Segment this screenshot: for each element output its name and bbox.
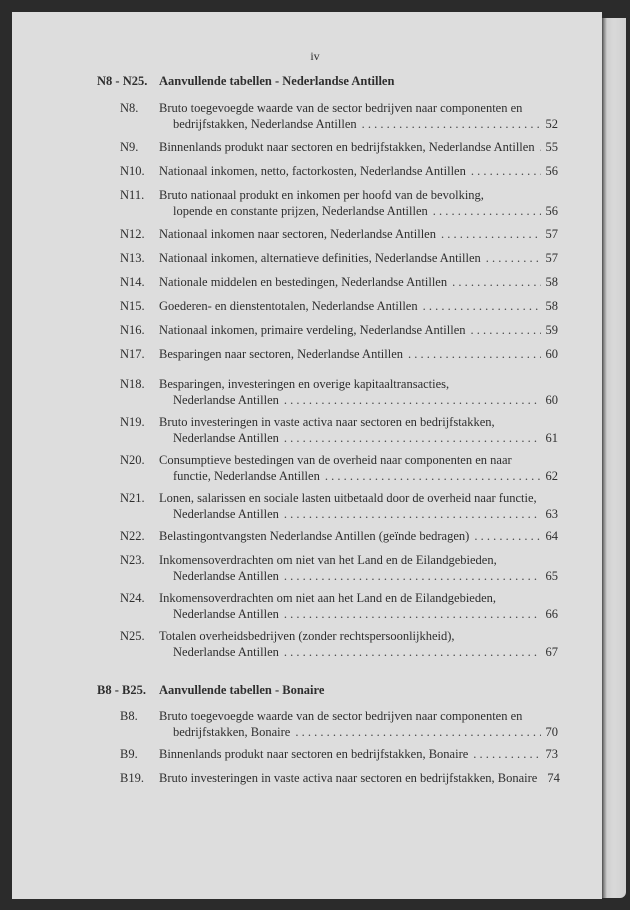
entry-number: B8. xyxy=(120,709,138,723)
entry-number: N23. xyxy=(120,553,145,567)
page-number: 61 xyxy=(545,431,558,445)
entry-title-line: Totalen overheidsbedrijven (zonder rechtspersoonlijkheid), xyxy=(159,629,455,643)
page-folio: iv xyxy=(310,49,320,63)
entry-number: N17. xyxy=(120,347,145,361)
entry-title: Goederen- en dienstentotalen, Nederlandse Antillen xyxy=(159,299,418,313)
page-number: 57 xyxy=(545,227,558,241)
entry-number: N16. xyxy=(120,323,145,337)
dot-leader xyxy=(295,724,540,740)
dot-leader xyxy=(473,746,540,762)
dot-leader xyxy=(474,528,540,544)
toc-entry xyxy=(120,376,558,408)
entry-number: N18. xyxy=(120,377,145,391)
entry-title: functie, Nederlandse Antillen xyxy=(173,469,320,483)
toc-entry xyxy=(120,746,558,762)
page-number: 57 xyxy=(545,251,558,265)
page-number: 67 xyxy=(545,645,558,659)
entry-title: Nationaal inkomen naar sectoren, Nederlandse Antillen xyxy=(159,227,436,241)
dot-leader xyxy=(471,322,541,338)
entry-number: N10. xyxy=(120,164,145,178)
entry-title-line: Bruto toegevoegde waarde van de sector bedrijven naar componenten en xyxy=(159,101,523,115)
toc-entry xyxy=(120,346,558,362)
entry-title-line: Bruto toegevoegde waarde van de sector bedrijven naar componenten en xyxy=(159,709,523,723)
entry-title: Binnenlands produkt naar sectoren en bedrijfstakken, Bonaire xyxy=(159,747,469,761)
entry-title-line: Besparingen, investeringen en overige kapitaaltransacties, xyxy=(159,377,450,391)
entry-number: B9. xyxy=(120,747,138,761)
page-number: 59 xyxy=(545,323,558,337)
section-heading xyxy=(97,74,394,89)
page-number: 74 xyxy=(547,771,560,785)
entry-title: Binnenlands produkt naar sectoren en bedrijfstakken, Nederlandse Antillen xyxy=(159,140,535,154)
page-number: 62 xyxy=(545,469,558,483)
toc-entry xyxy=(120,590,558,622)
entry-number: N13. xyxy=(120,251,145,265)
page-number: 52 xyxy=(545,117,558,131)
toc-entry xyxy=(120,528,558,544)
toc-entry xyxy=(120,708,558,740)
entry-title: Nederlandse Antillen xyxy=(173,569,279,583)
entry-title: Nationaal inkomen, primaire verdeling, Nederlandse Antillen xyxy=(159,323,466,337)
toc-entry xyxy=(120,100,558,132)
section-title: Aanvullende tabellen - Nederlandse Antillen xyxy=(159,74,395,88)
entry-title: Bruto investeringen in vaste activa naar sectoren en bedrijfstakken, Bonaire xyxy=(159,771,538,785)
toc-entry xyxy=(120,163,558,179)
toc-entry xyxy=(120,187,558,219)
entry-title-line: Bruto nationaal produkt en inkomen per hoofd van de bevolking, xyxy=(159,188,484,202)
dot-leader xyxy=(284,568,541,584)
entry-number: N21. xyxy=(120,491,145,505)
toc-entry xyxy=(120,274,558,290)
entry-title: Belastingontvangsten Nederlandse Antillen (geïnde bedragen) xyxy=(159,529,470,543)
entry-number: N20. xyxy=(120,453,145,467)
dot-leader xyxy=(441,226,541,242)
dot-leader xyxy=(423,298,541,314)
dot-leader xyxy=(540,139,541,155)
page-number: 73 xyxy=(545,747,558,761)
page-number: 63 xyxy=(545,507,558,521)
entry-title: Nederlandse Antillen xyxy=(173,507,279,521)
entry-number: B19. xyxy=(120,771,144,785)
toc-entry xyxy=(120,322,558,338)
dot-leader xyxy=(486,250,541,266)
page-number: 55 xyxy=(545,140,558,154)
section-code: B8 - B25. xyxy=(97,683,146,697)
page-number: 58 xyxy=(545,299,558,313)
entry-number: N12. xyxy=(120,227,145,241)
dot-leader xyxy=(433,203,541,219)
section-heading xyxy=(97,683,324,698)
entry-title-line: Lonen, salarissen en sociale lasten uitbetaald door de overheid naar functie, xyxy=(159,491,537,505)
toc-entry xyxy=(120,452,558,484)
entry-number: N19. xyxy=(120,415,145,429)
entry-title: Nederlandse Antillen xyxy=(173,645,279,659)
entry-title: bedrijfstakken, Bonaire xyxy=(173,725,291,739)
toc-entry xyxy=(120,298,558,314)
page-number: 58 xyxy=(545,275,558,289)
entry-number: N22. xyxy=(120,529,145,543)
entry-title-line: Consumptieve bestedingen van de overheid naar componenten en naar xyxy=(159,453,512,467)
entry-title: Nederlandse Antillen xyxy=(173,431,279,445)
page-number: 60 xyxy=(545,347,558,361)
entry-title-line: Inkomensoverdrachten om niet aan het Land en de Eilandgebieden, xyxy=(159,591,497,605)
dot-leader xyxy=(408,346,540,362)
page-number: 70 xyxy=(545,725,558,739)
entry-number: N11. xyxy=(120,188,145,202)
page-number: 56 xyxy=(545,204,558,218)
toc-entry xyxy=(120,226,558,242)
entry-title: bedrijfstakken, Nederlandse Antillen xyxy=(173,117,357,131)
entry-title: Besparingen naar sectoren, Nederlandse Antillen xyxy=(159,347,404,361)
section-code: N8 - N25. xyxy=(97,74,148,88)
entry-title: Nationaal inkomen, alternatieve definities, Nederlandse Antillen xyxy=(159,251,481,265)
entry-title: Nationaal inkomen, netto, factorkosten, Nederlandse Antillen xyxy=(159,164,466,178)
entry-title-line: Inkomensoverdrachten om niet van het Land en de Eilandgebieden, xyxy=(159,553,497,567)
dot-leader xyxy=(284,644,541,660)
toc-entry xyxy=(120,139,558,155)
toc-entry xyxy=(120,552,558,584)
dot-leader xyxy=(471,163,541,179)
dot-leader xyxy=(362,116,541,132)
page-number: 66 xyxy=(545,607,558,621)
toc-entry xyxy=(120,628,558,660)
entry-title: lopende en constante prijzen, Nederlandse Antillen xyxy=(173,204,428,218)
page-number: 60 xyxy=(545,393,558,407)
entry-title-line: Bruto investeringen in vaste activa naar sectoren en bedrijfstakken, xyxy=(159,415,495,429)
entry-title: Nederlandse Antillen xyxy=(173,393,279,407)
dot-leader xyxy=(284,506,541,522)
entry-number: N15. xyxy=(120,299,145,313)
entry-title: Nationale middelen en bestedingen, Nederlandse Antillen xyxy=(159,275,448,289)
dot-leader xyxy=(284,392,541,408)
entry-number: N25. xyxy=(120,629,145,643)
toc-entry xyxy=(120,414,558,446)
entry-number: N24. xyxy=(120,591,145,605)
entry-number: N9. xyxy=(120,140,139,154)
page-number: 64 xyxy=(545,529,558,543)
page-number: 56 xyxy=(545,164,558,178)
toc-entry xyxy=(120,490,558,522)
entry-number: N14. xyxy=(120,275,145,289)
entry-number: N8. xyxy=(120,101,139,115)
toc-entry xyxy=(120,250,558,266)
entry-title: Nederlandse Antillen xyxy=(173,607,279,621)
dot-leader xyxy=(284,606,541,622)
page-number: 65 xyxy=(545,569,558,583)
dot-leader xyxy=(452,274,540,290)
dot-leader xyxy=(325,468,541,484)
page-fold-edge xyxy=(602,18,626,898)
toc-entry xyxy=(120,770,558,786)
section-title: Aanvullende tabellen - Bonaire xyxy=(159,683,325,697)
dot-leader xyxy=(284,430,541,446)
